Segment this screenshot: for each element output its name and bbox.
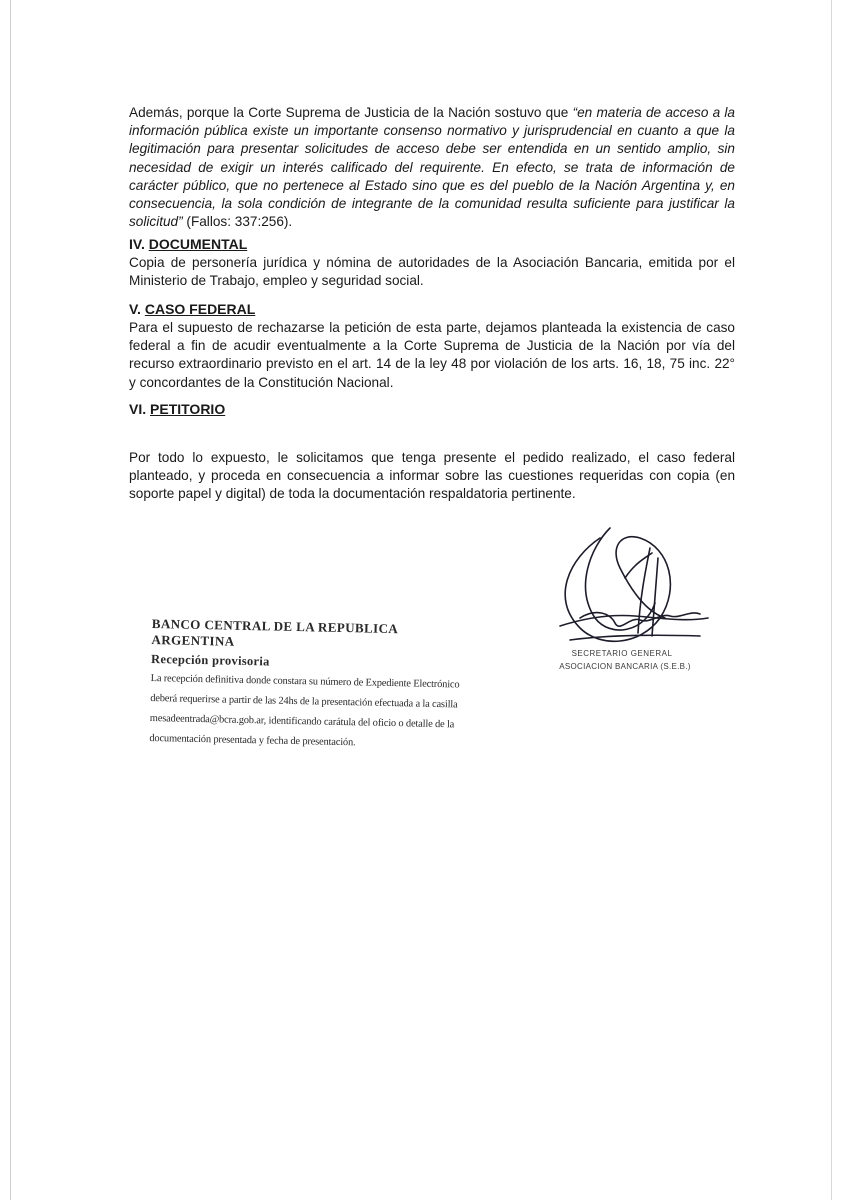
section-title: CASO FEDERAL: [144, 301, 256, 317]
section-title: PETITORIO: [150, 401, 226, 417]
paragraph-fallos-citation: [129, 104, 735, 231]
section-heading-documental: [129, 236, 247, 252]
section-text-caso-federal: Para el supuesto de rechazarse la petición de esta parte, dejamos planteada la existencia de caso federal a fin de acudir eventualmente a la Corte Suprema de Justicia de la Nación por vía del recurso extraordinario previsto en el art. 14 de la ley 48 por violación de los arts. 16, 18, 75 inc. 22° y concordantes de la Constitución Nacional.: [129, 320, 735, 390]
signature-title: SECRETARIO GENERAL: [571, 649, 673, 658]
stamp-title: Recepción provisoria: [150, 651, 270, 669]
section-number: VI.: [129, 401, 151, 417]
section-number: IV.: [129, 236, 149, 252]
signature-org: ASOCIACION BANCARIA (S.E.B.): [559, 662, 691, 671]
stamp-note-line: deberá requerirse a partir de las 24hs de la presentación efectuada a la casilla: [150, 692, 458, 711]
section-heading-petitorio: [129, 401, 225, 417]
stamp-note-line: mesadeentrada@bcra.gob.ar, identificando carátula del oficio o detalle de la: [149, 712, 455, 731]
signature-stamp: [540, 518, 715, 683]
section-text-petitorio: Por todo lo expuesto, le solicitamos que tenga presente el pedido realizado, el caso federal planteado, y proceda en consecuencia a informar sobre las cuestiones requeridas con copia (en soporte papel y digital) de toda la documentación respaldatoria pertinente.: [129, 450, 735, 502]
bcra-reception-stamp: [149, 616, 482, 756]
section-text-documental: Copia de personería jurídica y nómina de autoridades de la Asociación Bancaria, emitida por el Ministerio de Trabajo, empleo y seguridad social.: [129, 255, 735, 289]
paragraph-quote: “en materia de acceso a la información pública existe un importante consenso normativo y jurisprudencial en cuanto a que la legitimación para presentar solicitudes de acceso debe ser entendida en un sentido amplio, sin necesidad de exigir un interés calificado del requirente. En efecto, se trata de información de carácter público, que no pertenece al Estado sino que es del pueblo de la Nación Argentina y, en consecuencia, la sola condición de integrante de la comunidad resulta suficiente para justificar la solicitud”: [129, 105, 735, 230]
paragraph-citation: (Fallos: 337:256).: [182, 214, 293, 230]
signature-icon: [540, 518, 715, 678]
section-number: V.: [129, 301, 145, 317]
stamp-bank-name: BANCO CENTRAL DE LA REPUBLICA ARGENTINA: [151, 616, 398, 649]
section-title: DOCUMENTAL: [148, 236, 248, 252]
paragraph-lead-text: Además, porque la Corte Suprema de Justicia de la Nación sostuvo que: [129, 105, 573, 120]
stamp-note-line: La recepción definitiva donde constara su número de Expediente Electrónico: [150, 672, 460, 691]
stamp-note: [149, 669, 481, 756]
section-heading-caso-federal: [129, 301, 255, 317]
stamp-note-line: documentación presentada y fecha de presentación.: [149, 732, 356, 749]
